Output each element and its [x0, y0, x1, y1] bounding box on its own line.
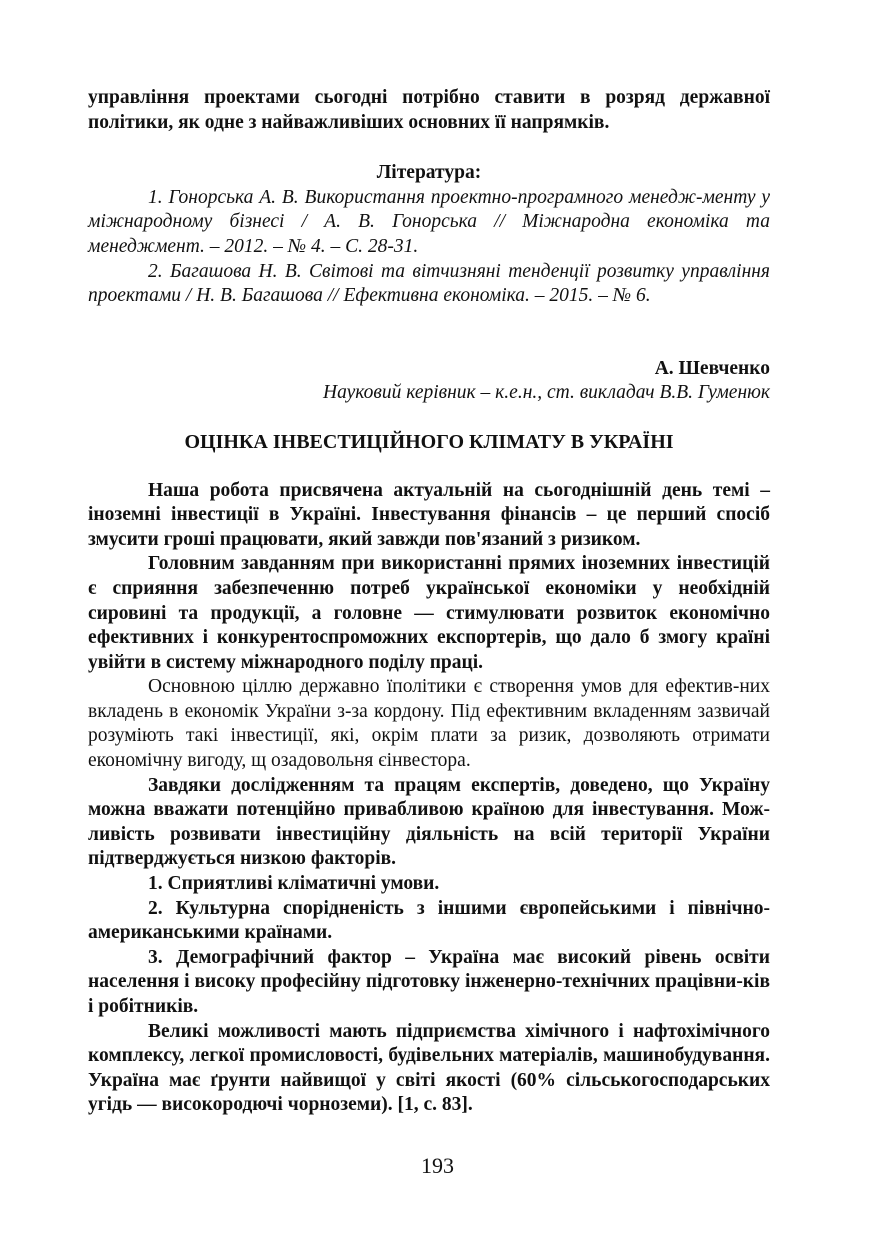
article-paragraph: Наша робота присвячена актуальній на сьогоднішній день темі – іноземні інвестиції в Україні. Інвестування фінансів – це перший спосіб змусити гроші працювати, який завжди пов'язаний з ризиком.	[88, 479, 770, 550]
article-paragraph: Головним завданням при використанні прямих іноземних інвестицій є сприяння забезпеченню потреб української економіки у необхідній сировині та продукції, а головне — стимулювати розвиток економічно ефективних і конкурентоспроможних експортерів, що дало б змогу країні увійти в систему міжнародного поділу праці.	[88, 553, 770, 673]
article-title: ОЦІНКА ІНВЕСТИЦІЙНОГО КЛІМАТУ В УКРАЇНІ	[184, 430, 674, 453]
factor-item: 3. Демографічний фактор – Україна має високий рівень освіти населення і високу професійну підготовку інженерно-технічних працівни-ків і робітників.	[88, 946, 770, 1017]
article-paragraph: Завдяки дослідженням та працям експертів, доведено, що Україну можна вважати потенційно привабливою країною для інвестування. Мож-ливість розвивати інвестиційну діяльність на всій території України підтверджується низкою факторів.	[88, 774, 770, 870]
article-paragraph: Основною ціллю державно їполітики є створення умов для ефектив-них вкладень в економік України з-за кордону. Під ефективним вкладенням зазвичай розуміють такі інвестиції, які, окрім плати за ризик, дозволяють отримати економічну вигоду, щ озадовольня єінвестора.	[88, 676, 770, 772]
reference-item: 2. Багашова Н. В. Світові та вітчизняні тенденції розвитку управління проектами / Н. В. Багашова // Ефективна економіка. – 2015. – № 6.	[88, 260, 770, 307]
author-name: А. Шевченко	[654, 357, 770, 379]
supervisor-line: Науковий керівник – к.е.н., ст. викладач В.В. Гуменюк	[323, 382, 770, 404]
references-heading: Література:	[376, 162, 482, 184]
author-block	[88, 357, 770, 406]
reference-item: 1. Гонорська А. В. Використання проектно-програмного менедж-менту у міжнародному бізнесі / А. В. Гонорська // Міжнародна економіка та менеджмент. – 2012. – № 4. – С. 28-31.	[88, 186, 770, 257]
article-paragraph: Великі можливості мають підприємства хімічного і нафтохімічного комплексу, легкої промисловості, будівельних матеріалів, машинобудування. Україна має ґрунти найвищої у світі якості (60% сільськогосподарських угідь — високородючі чорноземи). [1, с. 83].	[88, 1020, 770, 1116]
intro-paragraph: управління проектами сьогодні потрібно ставити в розряд державної політики, як одне з найважливіших основних її напрямків.	[88, 87, 770, 133]
factor-item: 1. Сприятливі кліматичні умови.	[148, 873, 440, 895]
page-number: 193	[421, 1153, 454, 1178]
page-content	[88, 86, 770, 1118]
factor-item: 2. Культурна спорідненість з іншими європейськими і північно-американськими країнами.	[88, 897, 770, 944]
